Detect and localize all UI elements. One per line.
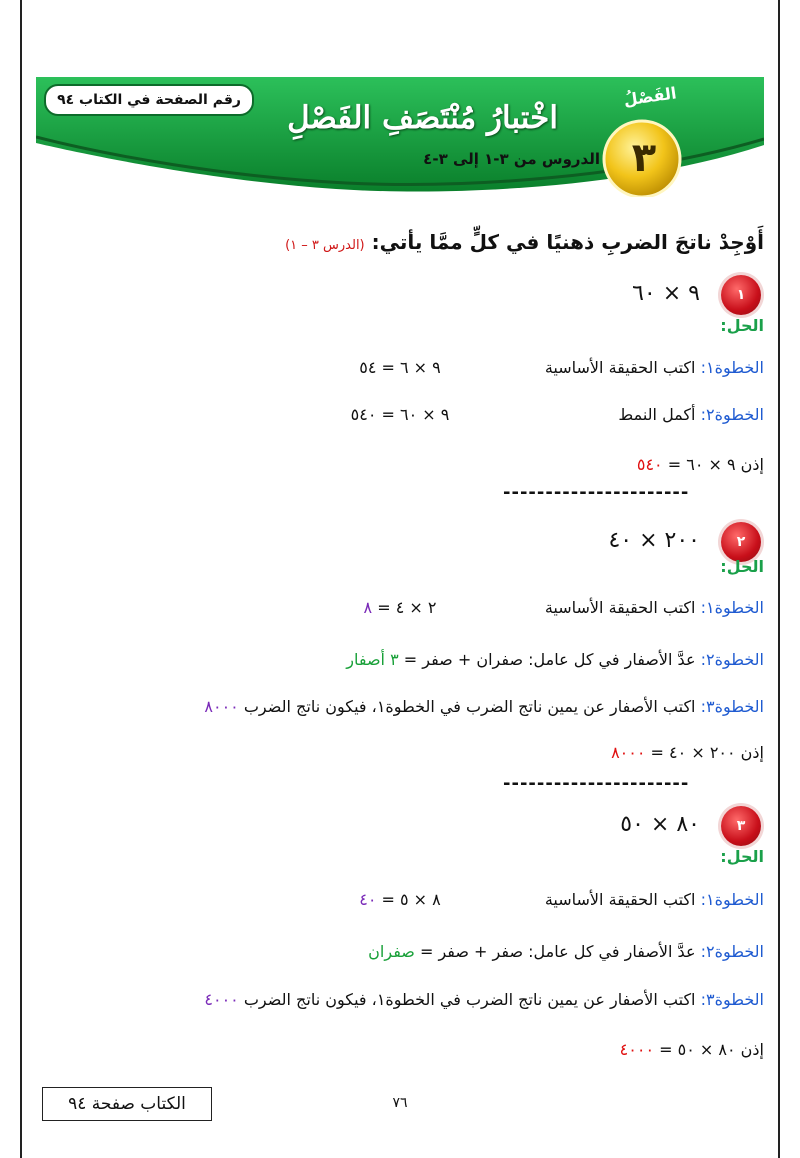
page-title: اخْتبارُ مُنْتَصَفِ الفَصْلِ <box>287 100 558 136</box>
step-1 <box>545 358 764 377</box>
step-label: الخطوة١: <box>700 358 764 377</box>
step-text: عدَّ الأصفار في كل عامل: صفران + صفر = <box>403 650 696 669</box>
step-text: اكتب الأصفار عن يمين ناتج الضرب في الخطوة١، فيكون ناتج الضرب <box>243 697 696 716</box>
step-label: الخطوة٣: <box>700 990 764 1009</box>
step-equation <box>340 890 460 909</box>
step-label: الخطوة١: <box>700 890 764 909</box>
step-label: الخطوة٢: <box>700 942 764 961</box>
conclusion <box>611 743 764 762</box>
solution-label: الحل: <box>720 847 764 866</box>
step-label: الخطوة١: <box>700 598 764 617</box>
step-text: اكتب الحقيقة الأساسية <box>544 598 696 617</box>
step-result: ٤٠٠٠ <box>204 990 239 1009</box>
final-answer: ٤٠٠٠ <box>619 1040 655 1059</box>
step-equation: ٩ × ٦٠ = ٥٤٠ <box>350 405 450 424</box>
instruction <box>285 230 764 254</box>
step-text: اكتب الحقيقة الأساسية <box>544 358 696 377</box>
instruction-text: أَوْجِدْ ناتجَ الضربِ ذهنيًا في كلٍّ ممَّا يأتي: <box>371 230 764 254</box>
step-2 <box>618 405 764 424</box>
step-label: الخطوة٢: <box>700 405 764 424</box>
conclusion <box>620 1040 764 1059</box>
step-3 <box>204 697 764 716</box>
conclusion-prefix: إذن ٩ × ٦٠ = <box>667 455 764 474</box>
step-label: الخطوة٢: <box>700 650 764 669</box>
question-number-badge: ١ <box>721 275 761 315</box>
question-expression: ٨٠ × ٥٠ <box>620 812 700 837</box>
question-number-badge: ٢ <box>721 522 761 562</box>
divider: ---------------------- <box>503 482 690 503</box>
step-2 <box>368 942 764 961</box>
step-result: صفران <box>368 942 415 961</box>
equation-left: ٨ × ٥ = <box>381 890 441 909</box>
conclusion-prefix: إذن ٢٠٠ × ٤٠ = <box>650 743 764 762</box>
step-equation <box>340 598 460 617</box>
divider: ---------------------- <box>503 773 690 794</box>
step-text: اكتب الأصفار عن يمين ناتج الضرب في الخطوة١، فيكون ناتج الضرب <box>243 990 696 1009</box>
lesson-reference: (الدرس ٣ – ١) <box>285 238 365 253</box>
step-2 <box>346 650 764 669</box>
step-1 <box>545 890 764 909</box>
chapter-number-badge: ٣ <box>631 135 657 181</box>
step-text: عدَّ الأصفار في كل عامل: صفر + صفر = <box>419 942 696 961</box>
question-expression: ٩ × ٦٠ <box>632 281 700 306</box>
page-number: ٧٦ <box>392 1095 408 1111</box>
solution-label: الحل: <box>720 557 764 576</box>
question-expression: ٢٠٠ × ٤٠ <box>608 528 700 553</box>
step-text: اكتب الحقيقة الأساسية <box>544 890 696 909</box>
book-page-box: الكتاب صفحة ٩٤ <box>42 1087 212 1121</box>
chapter-label: الفَصْلُ <box>622 83 678 110</box>
conclusion-prefix: إذن ٨٠ × ٥٠ = <box>659 1040 764 1059</box>
step-3 <box>204 990 764 1009</box>
final-answer: ٥٤٠ <box>636 455 663 474</box>
step-result: ٣ أصفار <box>346 650 399 669</box>
book-page-reference: رقم الصفحة في الكتاب ٩٤ <box>44 84 254 116</box>
equation-result: ٨ <box>363 598 373 617</box>
question-number-badge: ٣ <box>721 806 761 846</box>
step-equation: ٩ × ٦ = ٥٤ <box>359 358 441 377</box>
step-1 <box>545 598 764 617</box>
lessons-range: الدروس من ٣-١ إلى ٣-٤ <box>423 150 600 168</box>
final-answer: ٨٠٠٠ <box>611 743 646 762</box>
equation-result: ٤٠ <box>359 890 377 909</box>
step-label: الخطوة٣: <box>700 697 764 716</box>
equation-left: ٢ × ٤ = <box>377 598 437 617</box>
step-text: أكمل النمط <box>618 405 696 424</box>
step-result: ٨٠٠٠ <box>204 697 239 716</box>
solution-label: الحل: <box>720 316 764 335</box>
conclusion <box>637 455 764 474</box>
